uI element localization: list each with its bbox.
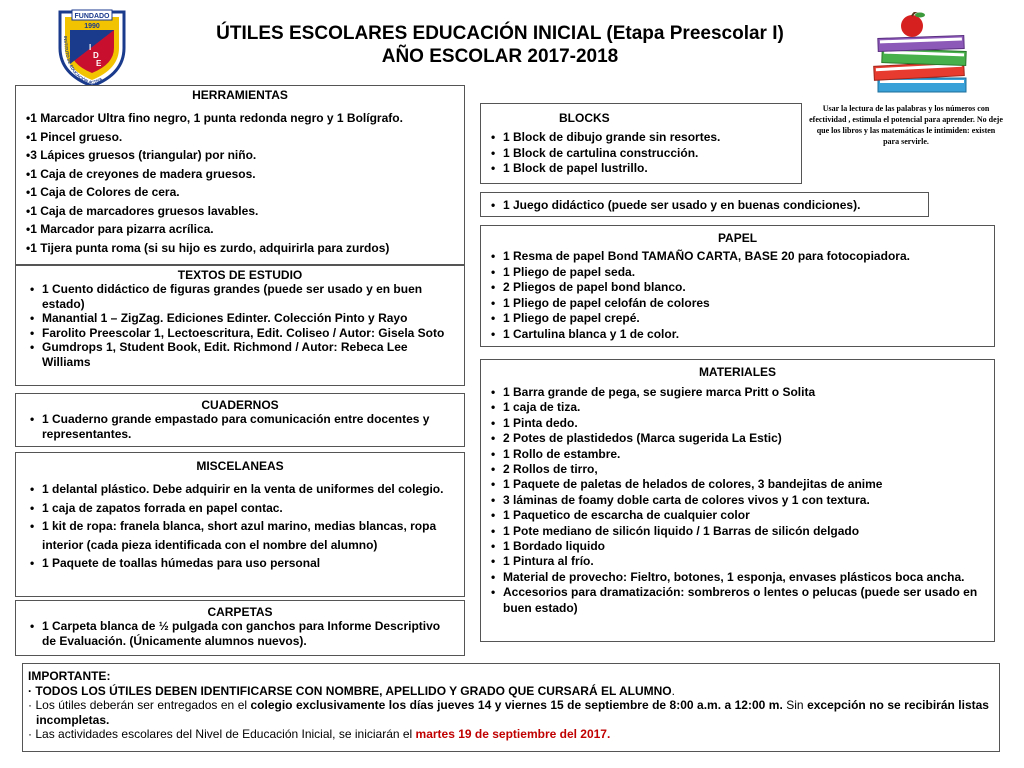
list-item: • 1 Rollo de estambre. — [491, 447, 984, 462]
list-item: • 1 Resma de papel Bond TAMAÑO CARTA, BASE 20 para fotocopiadora. — [491, 249, 984, 265]
list-item: •3 Lápices gruesos (triangular) por niño. — [26, 148, 257, 162]
list-item: •1 Marcador Ultra fino negro, 1 punta redonda negro y 1 Bolígrafo. — [26, 111, 403, 125]
svg-text:INSTITUTO DE EDUCACIÓN ACTIVA — [63, 36, 103, 85]
list-item: • 1 Paquete de paletas de helados de colores, 3 bandejitas de anime — [491, 477, 984, 492]
list-item: • 1 Juego didáctico (puede ser usado y en buenas condiciones). — [491, 198, 918, 213]
logo-ring-text — [56, 8, 128, 88]
importante-line-3: · Las actividades escolares del Nivel de Educación Inicial, se iniciarán el martes 19 de septiembre del 2017. — [28, 727, 611, 741]
list-item: • 1 caja de zapatos forrada en papel contac. — [30, 499, 450, 518]
section-title: MISCELANEAS — [196, 459, 284, 473]
list-item: • 1 Block de cartulina construcción. — [491, 146, 791, 162]
list-item: • 1 Paquete de toallas húmedas para uso personal — [30, 554, 450, 573]
title-line-2: AÑO ESCOLAR 2017-2018 — [381, 46, 619, 67]
list-item: • 1 Block de dibujo grande sin resortes. — [491, 130, 791, 146]
list-item: • 1 Cartulina blanca y 1 de color. — [491, 327, 984, 343]
section-title: BLOCKS — [559, 111, 610, 125]
list-item: •1 Pincel grueso. — [26, 129, 123, 144]
list-item: • 1 Pliego de papel crepé. — [491, 311, 984, 327]
list-item: • Manantial 1 – ZigZag. Ediciones Edinter. Colección Pinto y Rayo — [30, 311, 450, 326]
list-item: •1 Caja de Colores de cera. — [26, 185, 180, 199]
logo-top-text: FUNDADO — [74, 13, 110, 20]
logo-ring-label: INSTITUTO DE EDUCACIÓN ACTIVA — [63, 36, 104, 86]
carpetas-list — [30, 619, 450, 649]
list-item: • Accesorios para dramatización: sombreros o lentes o pelucas (puede ser usado en buen estado) — [491, 585, 984, 616]
materiales-list — [491, 385, 984, 616]
list-item: • 2 Potes de plastidedos (Marca sugerida La Estic) — [491, 431, 984, 446]
section-carpetas — [15, 600, 465, 656]
herramientas-list — [24, 109, 456, 257]
list-item: • 1 kit de ropa: franela blanca, short azul marino, medias blancas, ropa interior (cada pieza identificada con el nombre del alumno) — [30, 517, 450, 554]
list-item: • 1 Bordado liquido — [491, 539, 984, 554]
section-title: PAPEL — [717, 231, 758, 245]
list-item: • 1 Pintura al frío. — [491, 554, 984, 569]
list-item: • 1 Paquetico de escarcha de cualquier color — [491, 508, 984, 523]
miscelaneas-list — [30, 480, 450, 573]
list-item: • 1 Pliego de papel celofán de colores — [491, 296, 984, 312]
section-title: TEXTOS DE ESTUDIO — [177, 268, 303, 282]
page-title — [180, 22, 820, 68]
juego-list — [491, 198, 918, 213]
cuadernos-list — [30, 412, 450, 442]
papel-list — [491, 249, 984, 343]
section-juego — [480, 192, 929, 217]
title-line-1: ÚTILES ESCOLARES EDUCACIÓN INICIAL (Etapa Preescolar I) — [216, 23, 784, 44]
logo-year: 1990 — [84, 23, 100, 30]
list-item: • Gumdrops 1, Student Book, Edit. Richmond / Autor: Rebeca Lee Williams — [30, 340, 450, 369]
list-item: • 1 caja de tiza. — [491, 400, 984, 415]
section-title: MATERIALES — [698, 365, 777, 379]
importante-title: IMPORTANTE: — [28, 669, 111, 683]
section-blocks — [480, 103, 802, 184]
list-item: • 1 Cuaderno grande empastado para comunicación entre docentes y representantes. — [30, 412, 450, 442]
list-item: • 2 Pliegos de papel bond blanco. — [491, 280, 984, 296]
section-importante — [22, 663, 1000, 752]
list-item: •1 Caja de creyones de madera gruesos. — [26, 166, 256, 181]
section-herramientas — [15, 85, 465, 265]
list-item: •1 Marcador para pizarra acrílica. — [26, 222, 214, 236]
section-title: HERRAMIENTAS — [192, 88, 288, 102]
section-cuadernos — [15, 393, 465, 447]
logo-letter-e: E — [96, 59, 102, 68]
textos-list — [30, 282, 450, 369]
list-item: • Material de provecho: Fieltro, botones, 1 esponja, envases plásticos boca ancha. — [491, 570, 984, 585]
motivational-quote: Usar la lectura de las palabras y los números con efectividad , estimula el potencial para aprender. No deje que los libros y las matemáticas le intimiden: existen para servirle. — [809, 104, 1003, 146]
list-item: • 1 Block de papel lustrillo. — [491, 161, 791, 177]
books-apple-icon — [868, 12, 978, 100]
list-item: • 1 Cuento didáctico de figuras grandes (puede ser usado y en buen estado) — [30, 282, 450, 311]
section-miscelaneas — [15, 452, 465, 597]
importante-line-1: · TODOS LOS ÚTILES DEBEN IDENTIFICARSE CON NOMBRE, APELLIDO Y GRADO QUE CURSARÁ EL ALUMNO. — [28, 683, 675, 698]
start-date-highlight: martes 19 de septiembre del 2017. — [415, 727, 611, 741]
school-logo — [56, 8, 128, 88]
list-item: • 1 Pote mediano de silicón liquido / 1 Barras de silicón delgado — [491, 524, 984, 539]
section-textos-de-estudio — [15, 265, 465, 386]
list-item: • 1 Pinta dedo. — [491, 416, 984, 431]
logo-letter-d: D — [93, 51, 99, 60]
section-papel — [480, 225, 995, 347]
list-item: • Farolito Preescolar 1, Lectoescritura, Edit. Coliseo / Autor: Gisela Soto — [30, 326, 450, 341]
list-item: • 3 láminas de foamy doble carta de colores vivos y 1 con textura. — [491, 493, 984, 508]
books-illustration — [868, 12, 978, 100]
list-item: •1 Caja de marcadores gruesos lavables. — [26, 203, 259, 218]
list-item: • 2 Rollos de tirro, — [491, 462, 984, 477]
logo-letter-i: I — [89, 43, 92, 52]
importante-line-2: · Los útiles deberán ser entregados en el colegio exclusivamente los días jueves 14 y viernes 15 de septiembre de 8:00 a.m. a 12:00 m. Sin excepción no se recibirán listas incompletas. — [28, 698, 989, 727]
list-item: •1 Tijera punta roma (si su hijo es zurdo, adquirirla para zurdos) — [26, 240, 390, 255]
list-item: • 1 Carpeta blanca de ½ pulgada con ganchos para Informe Descriptivo de Evaluación. (Únicamente alumnos nuevos). — [30, 619, 450, 649]
section-title: CARPETAS — [207, 605, 273, 619]
section-materiales — [480, 359, 995, 642]
section-title: CUADERNOS — [201, 398, 279, 412]
list-item: • 1 Barra grande de pega, se sugiere marca Pritt o Solita — [491, 385, 984, 400]
blocks-list — [491, 130, 791, 177]
list-item: • 1 delantal plástico. Debe adquirir en la venta de uniformes del colegio. — [30, 480, 450, 499]
list-item: • 1 Pliego de papel seda. — [491, 265, 984, 281]
